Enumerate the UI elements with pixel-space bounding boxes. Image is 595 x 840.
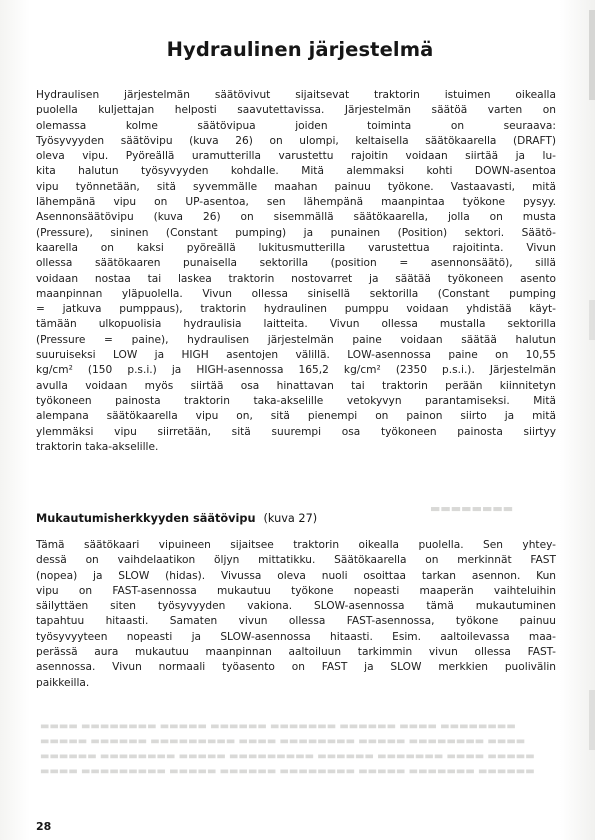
text-line: työsyvyyteen nopeasti ja SLOW-asennossa hitaasti. Esim. aaltoilevassa maa- [36,630,556,643]
text-line: alempana säätökaarella vipu on, sitä pienempi on painon siirto ja mitä [36,410,556,423]
text-line: maanpinnan yläpuolella. Vivun ollessa sinisellä sektorilla (Constant pumping [36,287,556,300]
text-line: oleva vipu. Pyöreällä uramutterilla varustettu rajoitin voidaan siirtää ja lu- [36,150,556,163]
text-line: ollessa säätökaaren punaisella sektorilla (position = asennonsäätö), sillä [36,257,556,270]
text-line: kita halutun työsyvyyden kohdalle. Mitä alemmaksi kohti DOWN-asentoa [36,165,556,178]
text-line: = jatkuva pumppaus), traktorin hydraulinen pumppu voidaan yhdistää käyt- [36,303,556,316]
section-heading [36,511,556,526]
body-paragraph-response-lever [36,538,556,691]
text-line: Tämä säätökaari vipuineen sijaitsee traktorin oikealla puolella. Sen yhtey- [36,539,556,551]
section-heading-figure-ref: (kuva 27) [263,512,318,525]
text-line: (Pressure), sininen (Constant pumping) ja punainen (Position) sektori. Säätö- [36,226,556,239]
text-line: voidaan nostaa tai laskea traktorin nostovarret ja säätää työkoneen asento [36,272,556,285]
text-line: kaarella on kaksi pyöreällä lukitusmutterilla varustettua rajoitinta. Vivun [36,241,556,254]
text-line: vipu on FAST-asennossa mukautuu työkone nopeasti maaperän vaihteluihin [36,584,556,597]
page-number: 28 [36,820,52,833]
text-line: Hydraulisen järjestelmän säätövivut sijaitsevat traktorin istuimen oikealla [36,89,556,101]
text-line: kg/cm² (150 p.s.i.) ja HIGH-asennossa 165,2 kg/cm² (2350 p.s.i.). Järjestelmän [36,364,556,377]
show-through-text: ▬▬▬▬ ▬▬▬▬▬▬▬▬▬ ▬▬▬▬▬ ▬▬▬▬▬▬ ▬▬▬▬▬▬▬▬ ▬▬▬▬▬ ▬▬▬▬▬▬▬ ▬▬▬▬▬▬ [40,766,535,777]
text-line: tapahtuu hitaasti. Samaten vivun ollessa FAST-asennossa, työkone painuu [36,615,556,628]
text-line: työkoneen painosta traktorin taka-akselille vetokyvyn parantamiseksi. Mitä [36,394,556,407]
text-line: säilyttäen siten työsyvyyden vakiona. SLOW-asennossa tämä mukautuminen [36,600,556,613]
scan-edge-mark [589,690,595,750]
show-through-text: ▬▬▬▬ ▬▬▬▬▬▬▬▬ ▬▬▬▬▬ ▬▬▬▬▬▬ ▬▬▬▬▬▬▬ ▬▬▬▬▬▬ ▬▬▬▬ ▬▬▬▬▬▬▬▬ [40,721,516,732]
text-line: ylemmäksi vipu siirretään, sitä suurempi osa työkoneen painosta siirtyy [36,425,556,438]
page-title: Hydraulinen järjestelmä [166,38,434,61]
text-line: asennossa. Vivun normaali työasento on FAST ja SLOW merkkien puolivälin [36,661,556,674]
text-line: perässä aura mukautuu maanpinnan aaltoiluun tarkimmin vivun ollessa FAST- [36,646,556,659]
text-line: Asennonsäätövipu (kuva 26) on sisemmällä säätökaarella, jolla on musta [36,211,556,224]
text-line: tämään ulkopuolisia hydraulisia laitteita. Vivun ollessa mustalla sektorilla [36,318,556,331]
text-line: avulla voidaan myös siirtää osa hinattavan tai traktorin perään kiinnitetyn [36,379,556,392]
scan-edge-mark [589,10,595,100]
show-through-text: ▬▬▬▬▬▬▬▬ [430,502,514,515]
text-line: traktorin taka-akselille. [36,440,159,453]
scan-edge-mark [589,300,595,340]
show-through-text: ▬▬▬▬▬ ▬▬▬▬▬▬ ▬▬▬▬▬▬▬▬▬ ▬▬▬▬ ▬▬▬▬▬▬▬▬ ▬▬▬▬▬ ▬▬▬▬▬▬▬▬ ▬▬▬▬ [40,736,526,747]
text-line: lähempänä vipu on UP-asentoa, sen lähempänä maanpintaa työkone pysyy. [36,196,556,209]
show-through-text: ▬▬▬▬▬▬ ▬▬▬▬▬▬▬▬ ▬▬▬▬▬ ▬▬▬▬▬▬▬▬▬ ▬▬▬▬▬▬ ▬▬▬▬▬▬▬ ▬▬▬▬ ▬▬▬▬▬ [40,751,535,762]
text-line: paikkeilla. [36,676,90,689]
text-line: (nopea) ja SLOW (hidas). Vivussa oleva nuoli osoittaa tarkan asennon. Kun [36,569,556,582]
text-line: Työsyvyyden säätövipu (kuva 26) on ulompi, keltaisella säätökaarella (DRAFT) [36,134,556,147]
section-heading-title: Mukautumisherkkyyden säätövipu [36,512,256,525]
text-line: (Pressure = paine), hydraulisen järjestelmän paine voidaan säätää halutun [36,333,556,346]
text-line: olemassa kolme säätövipua joiden toiminta on seuraava: [36,119,556,132]
body-paragraph-hydraulic-system [36,88,556,455]
text-line: vipu työnnetään, sitä syvemmälle maahan painuu työkone. Vastaavasti, mitä [36,180,556,193]
text-line: suuruiseksi LOW ja HIGH asentojen välillä. LOW-asennossa paine on 10,55 [36,349,556,362]
text-line: puolella kuljettajan helposti saavutettavissa. Järjestelmän säätöä varten on [36,104,556,117]
text-line: dessä on vaihdelaatikon öljyn mittatikku. Säätökaarella on merkinnät FAST [36,554,556,567]
